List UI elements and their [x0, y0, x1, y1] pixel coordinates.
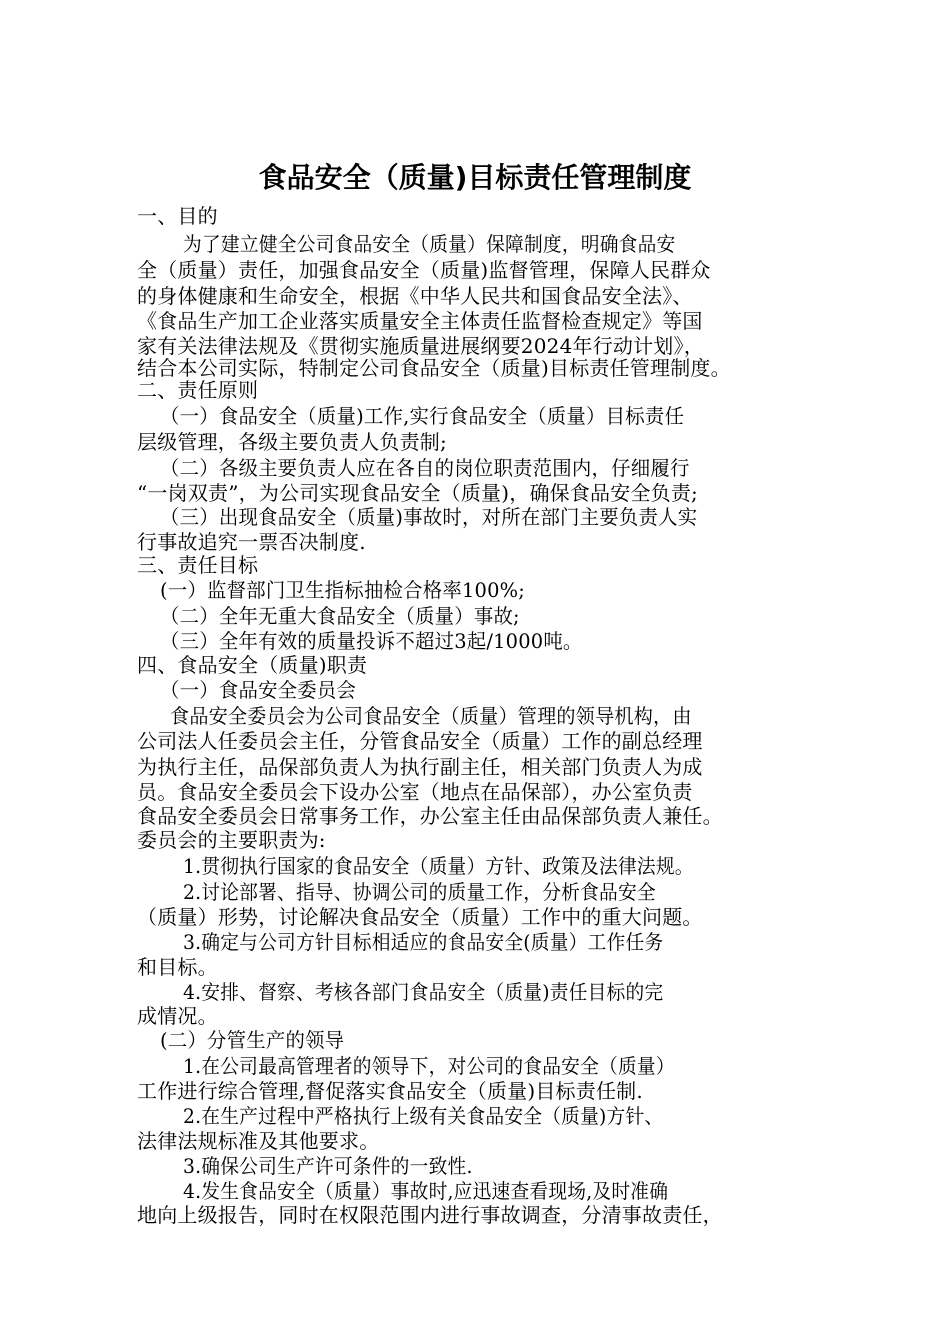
section-heading: 三、责任目标: [137, 553, 259, 577]
paragraph-line: （二）全年无重大食品安全（质量）事故;: [160, 604, 520, 628]
paragraph-line: 的身体健康和生命安全，根据《中华人民共和国食品安全法》、: [137, 284, 693, 308]
paragraph-line: (一）监督部门卫生指标抽检合格率100%;: [160, 578, 526, 602]
paragraph-line: 层级管理，各级主要负责人负责制;: [137, 430, 447, 454]
paragraph-line: 全（质量）责任，加强食品安全（质量)监督管理，保障人民群众: [137, 258, 711, 282]
section-heading: 一、目的: [137, 204, 218, 228]
list-item-continuation: 法律法规标准及其他要求。: [137, 1129, 380, 1153]
paragraph-line: （三）出现食品安全（质量)事故时，对所在部门主要负责人实: [160, 505, 698, 529]
list-item: 1.在公司最高管理者的领导下，对公司的食品安全（质量）: [183, 1054, 675, 1078]
paragraph-line: 委员会的主要职责为:: [137, 828, 326, 852]
paragraph-line: 为了建立健全公司食品安全（质量）保障制度，明确食品安: [183, 232, 676, 256]
paragraph-line: 为执行主任，品保部负责人为执行副主任，相关部门负责人为成: [137, 755, 703, 779]
subsection-heading: （一）食品安全委员会: [160, 678, 357, 702]
section-heading: 四、食品安全（质量)职责: [137, 653, 368, 677]
document-title: 食品安全（质量)目标责任管理制度: [258, 161, 692, 194]
list-item: 4.安排、督察、考核各部门食品安全（质量)责任目标的完: [183, 980, 664, 1004]
list-item: 2.在生产过程中严格执行上级有关食品安全（质量)方针、: [183, 1104, 664, 1128]
list-item-continuation: 和目标。: [137, 955, 218, 979]
subsection-heading: (二）分管生产的领导: [160, 1028, 345, 1052]
list-item-continuation: 成情况。: [137, 1004, 218, 1028]
paragraph-line: “一岗双责”，为公司实现食品安全（质量)，确保食品安全负责;: [137, 481, 698, 505]
paragraph-line: 食品安全委员会为公司食品安全（质量）管理的领导机构，由: [170, 704, 692, 728]
paragraph-line: （三）全年有效的质量投诉不超过3起/1000吨。: [160, 629, 583, 653]
paragraph-line: （一）食品安全（质量)工作,实行食品安全（质量）目标责任: [160, 404, 685, 428]
list-item: 1.贯彻执行国家的食品安全（质量）方针、政策及法律法规。: [183, 854, 694, 878]
paragraph-line: 员。食品安全委员会下设办公室（地点在品保部），办公室负责: [137, 780, 693, 804]
paragraph-line: （二）各级主要负责人应在各自的岗位职责范围内，仔细履行: [160, 456, 690, 480]
paragraph-line: 公司法人任委员会主任，分管食品安全（质量）工作的副总经理: [137, 729, 703, 753]
list-item-continuation: 地向上级报告，同时在权限范围内进行事故调查，分清事故责任，: [137, 1203, 723, 1227]
list-item: 3.确定与公司方针目标相适应的食品安全(质量）工作任务: [183, 930, 664, 954]
list-item-continuation: （质量）形势，讨论解决食品安全（质量）工作中的重大问题。: [137, 905, 703, 929]
paragraph-line: 行事故追究一票否决制度.: [137, 530, 366, 554]
list-item-continuation: 工作进行综合管理,督促落实食品安全（质量)目标责任制.: [137, 1079, 643, 1103]
section-heading: 二、责任原则: [137, 378, 259, 402]
paragraph-line: 《食品生产加工企业落实质量安全主体责任监督检查规定》等国: [137, 309, 703, 333]
paragraph-line: 结合本公司实际，特制定公司食品安全（质量)目标责任管理制度。: [137, 356, 731, 380]
list-item: 2.讨论部署、指导、协调公司的质量工作，分析食品安全: [183, 880, 656, 904]
paragraph-line: 家有关法律法规及《贯彻实施质量进展纲要2024年行动计划》，: [137, 334, 704, 358]
list-item: 4.发生食品安全（质量）事故时,应迅速查看现场,及时准确: [183, 1179, 669, 1203]
paragraph-line: 食品安全委员会日常事务工作，办公室主任由品保部负责人兼任。: [137, 804, 723, 828]
list-item: 3.确保公司生产许可条件的一致性.: [183, 1154, 473, 1178]
